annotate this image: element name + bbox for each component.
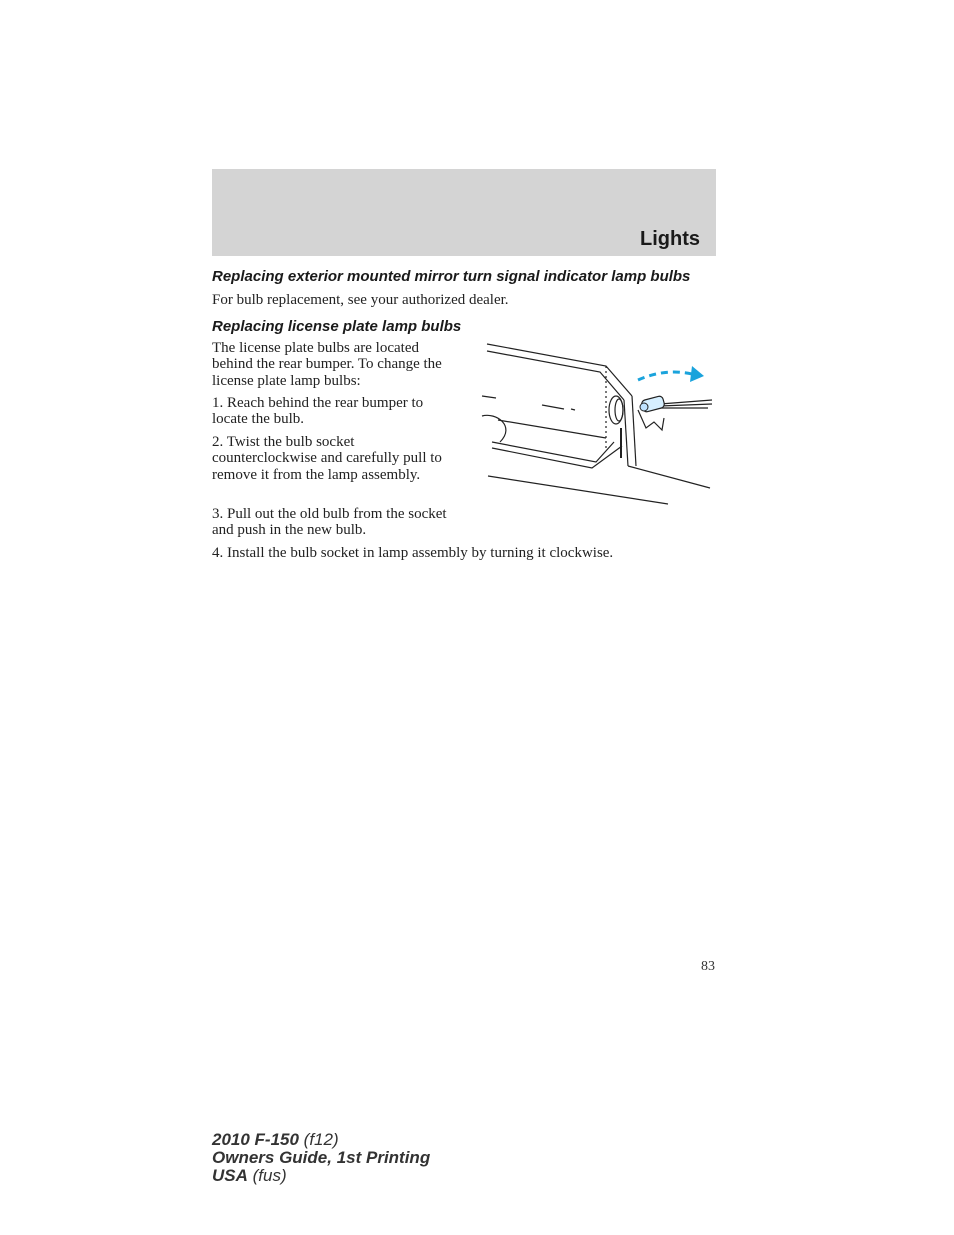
bumper-lamp-diagram (478, 338, 716, 510)
license-plate-lamp-illustration (478, 338, 716, 510)
mirror-bulb-text: For bulb replacement, see your authorized dealer. (212, 292, 509, 308)
step-3: 3. Pull out the old bulb from the socket and push in the new bulb. (212, 506, 447, 539)
wiring-harness (638, 410, 664, 430)
license-plate-intro: The license plate bulbs are located behind the rear bumper. To change the license plate lamp bulbs: (212, 340, 442, 389)
section-header-band (212, 169, 716, 256)
page-number: 83 (701, 959, 715, 974)
rotation-arrow (638, 366, 704, 382)
footer-market-code: (fus) (247, 1166, 287, 1185)
bumper-curve (482, 415, 506, 442)
bumper-top-edge (487, 344, 632, 396)
step-2: 2. Twist the bulb socket counterclockwise and carefully pull to remove it from the lamp assembly. (212, 434, 442, 483)
section-title: Lights (640, 228, 700, 250)
mirror-bulb-heading: Replacing exterior mounted mirror turn signal indicator lamp bulbs (212, 268, 691, 285)
step-4: 4. Install the bulb socket in lamp assembly by turning it clockwise. (212, 545, 614, 561)
document-footer (212, 1131, 430, 1185)
footer-market: USA (212, 1166, 248, 1185)
footer-model-code: (f12) (298, 1130, 339, 1149)
step-1: 1. Reach behind the rear bumper to locate the bulb. (212, 395, 424, 428)
footer-model: 2010 F-150 (212, 1130, 299, 1149)
footer-guide: Owners Guide, 1st Printing (212, 1148, 431, 1167)
license-plate-heading: Replacing license plate lamp bulbs (212, 318, 462, 335)
bumper-bottom-edge (488, 476, 668, 504)
